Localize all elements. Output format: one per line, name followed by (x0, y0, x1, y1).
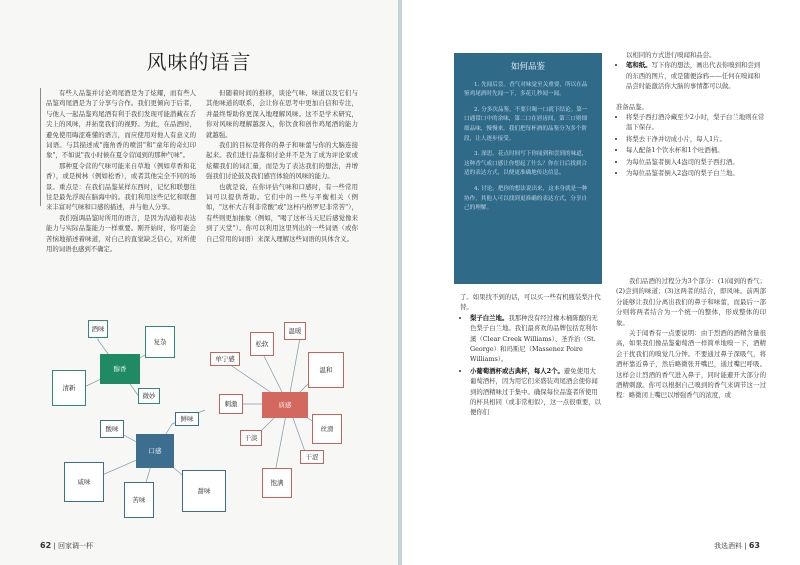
node-fuza: 复杂 (145, 326, 175, 358)
bullet-list (460, 313, 602, 418)
paragraph: 了。如果找不到的话，可以买一些有机瓶装梨汁代替。 (460, 293, 601, 312)
sidebar-paragraph: 2. 分多次品鉴，不要只喝一口就下结论。第一口通常口中的余味，第二口在唇齿间，第三口则细细品味，慢慢来。我们把每杯酒的品鉴分为多个阶段，让人逐步接受。 (464, 106, 588, 142)
node-wennuan: 温暖 (284, 322, 306, 340)
page-title: 风味的语言 (146, 50, 252, 74)
paragraph: 我们强调品鉴时所用的语言，是因为沟通和表达能力与实际品鉴能力一样重要。刚开始时，你可能会苦恼地描述着味道，对自己的直觉缺乏信心，对所使用的词语也感到不确定。 (46, 213, 196, 254)
node-suanwei: 酸味 (100, 420, 124, 438)
node-songruan: 松软 (250, 332, 274, 356)
footer-separator: | (744, 542, 747, 550)
left-column-bottom (460, 292, 602, 419)
node-xianwei2: 咸味 (64, 462, 104, 502)
sidebar-title: 如何品鉴 (510, 62, 545, 72)
node-ganzao: 干涩 (300, 450, 324, 464)
right-footer (714, 541, 760, 551)
sidebar-paragraph: 1. 先闻后尝。香气对味觉至关重要，所以在品鉴鸡尾酒时先闻一下，多花几秒闻一闻。 (464, 81, 588, 98)
node-tianwei: 甜味 (182, 470, 226, 512)
paragraph: 但随着时间的推移，谈论气味、味道以及它们与其他味道的联系，会让你在思考中更加自信和专注，并最终帮助你更深入地理解风味。这不是学术研究，你对风味的理解越深入，你饮食和创作鸡尾酒的能力就越强。 (206, 89, 358, 139)
footer-section: 回家调一杯 (57, 542, 93, 550)
node-kougan: 口感 (136, 434, 174, 468)
page-number: 62 (40, 541, 52, 550)
text-column-2 (206, 88, 358, 244)
node-baoman: 饱满 (262, 468, 292, 498)
node-weisuan: 微妙 (138, 388, 160, 404)
paragraph: 我们的目标是将你的鼻子和味蕾与你的大脑连接起来。我们进行品鉴和讨论并不是为了成为评论家或炫耀我们的词汇量，而是为了表达我们的想法，并增强我们讨论鼓及我们感官体验的风味的能力。 (206, 141, 358, 181)
text-column-1 (46, 88, 196, 255)
footer-separator: | (53, 542, 56, 550)
sidebar-paragraph: 4. 讨论。把你的想法说出来，这本身就是一种协作，其他人可以找到更准确的表达方式，分享自己的理解。 (464, 185, 588, 212)
paragraph: 以相同的方式进行嗅闻和品尝。 (626, 51, 716, 59)
node-wenhe: 温和 (308, 352, 344, 388)
paragraph: 有些人品鉴并讨论鸡尾酒是为了炫耀，而有些人品鉴鸡尾酒是为了分享与合作。我们更倾向于后者，与他人一起品鉴鸡尾酒有利于我们发现可能潜藏在舌尖上的风味，并拓宽我们的视野。为此，在品酒时，避免使用晦涩难懂的语言，而应使用对他人有意义的词语。与其描述成"施角香的喷泪"和"童年的奇幻印象"，不如说"我小时候在夏令营闻到的那种气味"。 (46, 89, 196, 160)
paragraph: 我们品酒的过程分为3个部分：(1)闻到的香气；(2)尝到的味道；(3)这两者的结合，即风味。前两部分能够让我们分离出我们的鼻子和味蕾，而最后一部分则将两者结合为一个统一的整体，形成整体的印象。 (616, 277, 766, 327)
flavor-diagram (0, 300, 398, 535)
node-danbo: 单宁感 (210, 352, 240, 366)
prep-title: 准备品鉴。 (616, 102, 648, 111)
list-item: • 梨子白兰地。我那种没有经过橡木桶陈酿的无色梨子白兰地。我们最喜欢的品牌包括克利尔溪（Clear Creek Williams）、圣乔治（St. George）和玛斯尼（Massenez Poire Williams）。 (470, 313, 602, 365)
sidebar-paragraph: 3. 深思。花点时间写下你闻到和尝到的味道，这种香气或口感让你想起了什么？你在日后找到合适的表达方式，以便更准确地传达信息。 (464, 151, 588, 177)
page-number: 63 (748, 541, 760, 550)
list-item: • 将梨子西打酒冷藏至少2小时，梨子白兰地则在常温下保存。 (626, 112, 766, 133)
footer-section: 我选酒料 (714, 542, 743, 550)
node-xianwei: 鲜味 (175, 412, 199, 426)
node-chunxiang: 醇香 (100, 354, 140, 384)
paragraph: 也就是说，在你评估气味和口感时，有一些常用词可以提供帮助。它们中的一些与平衡相关（例如，"这杯大吉利非常酸"或"这杯内格罗尼非常苦"），有些则更加抽象（例如，"喝了这杯马天尼后感觉像来到了天堂"）。你可以利用这里列出的一些词语（或你自己常用的词语）来深入理解这些词语的具体含义。 (206, 182, 358, 243)
paragraph: 关于闻香有一点要说明：由于烈酒的酒精含量很高，如果我们像品鉴葡萄酒一样简单地嗅一下，酒精会干扰我们的嗅觉几分钟。不要通过鼻子深吸气，将酒杯靠近鼻子，然后略微张开嘴巴，通过嘴巴呼吸。这样会让烈酒的香气进入鼻子，同时能避开大部分的酒精刺激。你可以根据自己嗅到的香气来调节这一过程：略微闭上嘴巴以增强香气的浓度，或 (616, 329, 766, 400)
column-rule (40, 88, 41, 206)
left-footer (40, 541, 93, 551)
right-page (402, 0, 800, 565)
node-kuwei: 苦味 (124, 482, 154, 518)
node-jiuwei: 酒味 (88, 320, 108, 338)
list-item: • 每人配备1个饮水杯和1个吐酒桶。 (626, 145, 766, 155)
node-ganjing: 干淡 (240, 430, 262, 446)
tasting-sidebar (454, 53, 602, 284)
list-item: • 小葡萄酒杯或古典杯，每人2个。避免使用大葡萄酒杯，因为用它们来盛装鸡尾酒会使你闻到的酒精味过于集中。确保每位品鉴者所使用的杯具相同（或非常相似），这一点很重要，以便你们 (470, 366, 602, 418)
left-page (0, 0, 398, 565)
node-sihua: 丝滑 (312, 414, 342, 444)
node-fengwei: 质感 (262, 392, 308, 418)
right-column-top (616, 50, 766, 179)
paragraph: 那种夏令营的气味可能来自草地（例如草香和花香），或是树林（例如松香），或者其他完全不同的场景。重点是：在我们品鉴某样东西时，记忆和联想往往是最先浮现在脑海中的。我们利用这些记忆和联想来丰富对气味和口感的描述，并与他人分享。 (46, 161, 196, 212)
right-column-bottom (616, 276, 766, 401)
node-cijii: 刺激 (219, 394, 243, 414)
prep-list (616, 112, 766, 178)
bullet-list (616, 60, 766, 91)
list-item: • 笔和纸。写下你的想法，画出代表你嗅到和尝到的东西的图片，或是随便涂鸦——任何在嗅闻和品尝时能激活你大脑的事情都可以做。 (626, 60, 766, 91)
list-item: • 将梨去干净并切成小片，每人1片。 (626, 134, 766, 144)
node-qingxin: 清新 (52, 370, 86, 406)
list-item: • 为每位品鉴者倒入4盎司的梨子西打酒。 (626, 157, 766, 167)
list-item: • 为每位品鉴者倒入2盎司的梨子白兰地。 (626, 168, 766, 178)
